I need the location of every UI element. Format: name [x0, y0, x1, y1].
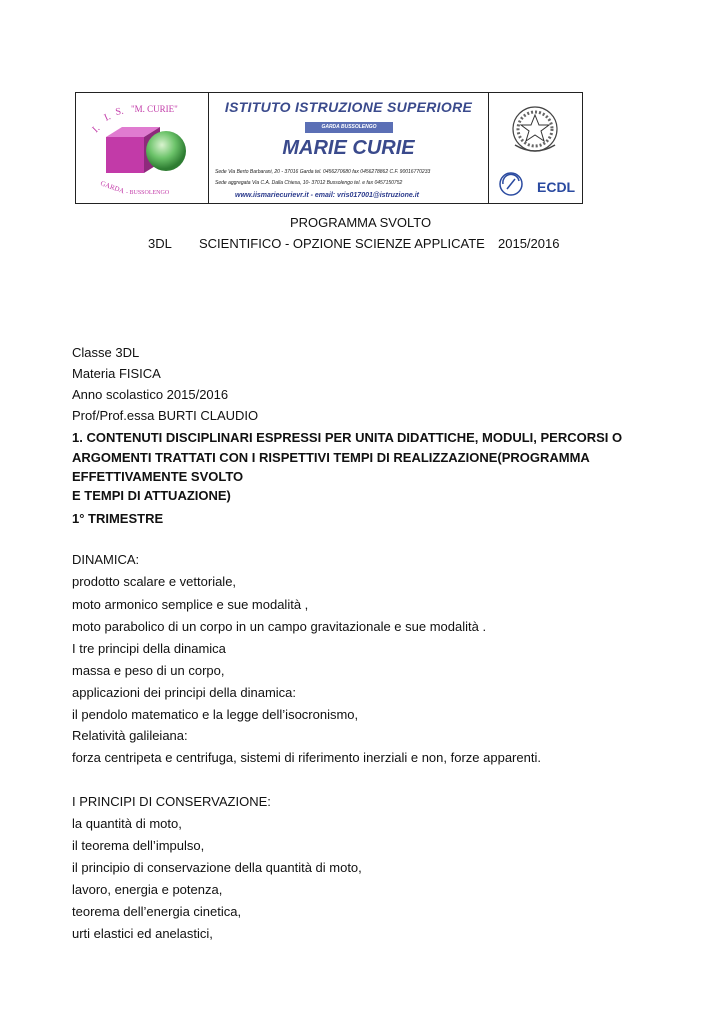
topic-line: lavoro, energia e potenza,: [72, 882, 223, 897]
topic-line: applicazioni dei principi della dinamica:: [72, 685, 297, 700]
topic-line: la quantità di moto,: [72, 816, 182, 831]
emblems: [489, 93, 582, 203]
dinamica-heading: DINAMICA:: [72, 552, 140, 567]
topic-line: massa e peso di un corpo,: [72, 663, 225, 678]
section-heading-line: ARGOMENTI TRATTATI CON I RISPETTIVI TEMPI DI REALIZZAZIONE(PROGRAMMA: [72, 450, 590, 465]
info-teacher: Prof/Prof.essa BURTI CLAUDIO: [72, 408, 259, 423]
topic-line: I tre principi della dinamica: [72, 641, 226, 656]
topic-line: teorema dell’energia cinetica,: [72, 904, 242, 919]
school-logo: [76, 93, 209, 203]
conservazione-heading: I PRINCIPI DI CONSERVAZIONE:: [72, 794, 271, 809]
section-heading-line: EFFETTIVAMENTE SVOLTO: [72, 469, 244, 484]
topic-line: prodotto scalare e vettoriale,: [72, 574, 237, 589]
topic-line: forza centripeta e centrifuga, sistemi di riferimento inerziali e non, forze apparenti.: [72, 750, 541, 765]
school-year: 2015/2016: [498, 236, 560, 251]
topic-line: Relatività galileiana:: [72, 728, 188, 743]
topic-line: moto parabolico di un corpo in un campo gravitazionale e sue modalità .: [72, 619, 487, 634]
info-school-year: Anno scolastico 2015/2016: [72, 387, 229, 402]
school-address-main: Sede Via Berto Barbarani, 20 - 37016 Garda tel. 0456270680 fax 0456278862 C.F. 90016770233: [215, 169, 431, 175]
school-header-text: [209, 93, 489, 203]
svg-text:GARDA: GARDA: [99, 179, 126, 196]
school-logo-graphic: [76, 93, 209, 203]
topic-line: il principio di conservazione della quantità di moto,: [72, 860, 362, 875]
info-class: Classe 3DL: [72, 345, 140, 360]
document-title: PROGRAMMA SVOLTO: [290, 215, 432, 230]
topic-line: moto armonico semplice e sue modalità ,: [72, 597, 309, 612]
section-heading-line: 1. CONTENUTI DISCIPLINARI ESPRESSI PER UNITA DIDATTICHE, MODULI, PERCORSI O: [72, 430, 623, 445]
svg-text:- BUSSOLENGO: - BUSSOLENGO: [126, 190, 170, 196]
school-type: ISTITUTO ISTRUZIONE SUPERIORE: [224, 99, 473, 115]
location-badge: GARDA BUSSOLENGO: [305, 122, 393, 133]
school-name: MARIE CURIE: [282, 137, 415, 159]
school-address-secondary: Sede aggregata Via C.A. Dalla Chiesa, 10- 37012 Bussolengo tel. e fax 0457150752: [215, 180, 403, 186]
topic-line: il pendolo matematico e la legge dell’isocronismo,: [72, 707, 359, 722]
course-name: SCIENTIFICO - OPZIONE SCIENZE APPLICATE: [199, 236, 485, 251]
topic-line: urti elastici ed anelastici,: [72, 926, 213, 941]
info-subject: Materia FISICA: [72, 366, 161, 381]
class-code: 3DL: [148, 236, 172, 251]
ecdl-label: ECDL: [537, 179, 576, 195]
topic-line: il teorema dell’impulso,: [72, 838, 205, 853]
svg-text:"M. CURIE": "M. CURIE": [131, 104, 178, 114]
svg-text:S.: S.: [114, 105, 125, 118]
term-heading: 1° TRIMESTRE: [72, 511, 164, 526]
school-web-contacts: www.iismariecurievr.it - email: vris017001@istruzione.it: [235, 192, 419, 199]
svg-text:I.: I.: [90, 123, 103, 136]
section-heading-line: E TEMPI DI ATTUAZIONE): [72, 488, 231, 503]
school-header: [75, 92, 583, 204]
svg-text:I.: I.: [102, 111, 113, 124]
